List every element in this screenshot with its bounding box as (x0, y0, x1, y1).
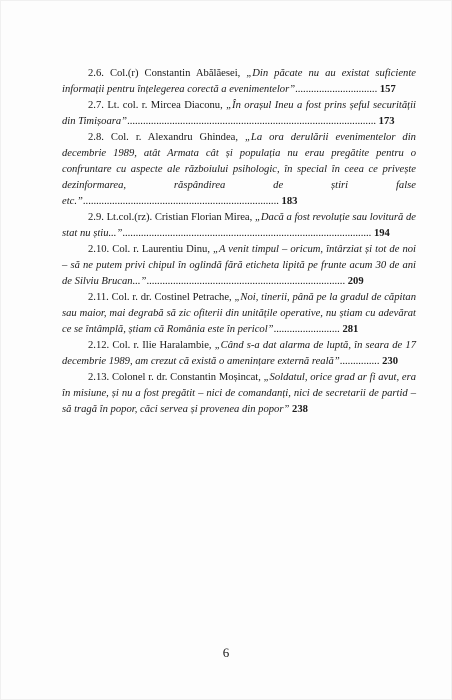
toc-entry[interactable] (62, 66, 416, 98)
toc-entry[interactable] (62, 242, 416, 290)
entry-author: Lt.col.(rz). Cristian Florian Mirea, (106, 212, 253, 223)
entry-number: 2.10. (88, 244, 110, 255)
entry-page: 238 (292, 404, 308, 415)
entry-title: „În orașul Ineu a fost prins șeful securității din Timișoara” (62, 100, 417, 127)
entry-number: 2.11. (88, 292, 109, 303)
entry-title: „Dacă a fost revoluție sau lovitură de stat nu știu...” (62, 212, 417, 239)
entry-number: 2.8. (88, 132, 104, 143)
toc-entry[interactable] (62, 210, 416, 242)
entry-title: „Soldatul, orice grad ar fi avut, era în misiune, și nu a fost pregătit – nici de comandanți, nici de secretarii de partid – să tragă în popor, căci servea și provenea din popor” (62, 372, 417, 415)
entry-title: „Noi, tinerii, până pe la gradul de căpitan sau maior, mai degrabă să zic ofiterii din unitățile operative, nu știam cu adevărat ce se întâmplă, știam că România este în pericol” (62, 292, 416, 335)
leader-dots: .......................................................................... (82, 196, 279, 207)
entry-page: 281 (342, 324, 359, 335)
entry-number: 2.12. (88, 340, 110, 351)
entry-page: 194 (373, 228, 390, 239)
entry-author: Colonel r. dr. Constantin Moșincat, (111, 372, 261, 383)
table-of-contents (62, 66, 416, 418)
entry-author: Col.(r) Constantin Abălăesei, (109, 68, 241, 79)
toc-entry[interactable] (62, 98, 416, 130)
leader-dots: ........................................................................... (146, 276, 346, 287)
entry-page: 230 (382, 356, 399, 367)
entry-author: Lt. col. r. Mircea Diaconu, (107, 100, 223, 111)
entry-page: 173 (378, 116, 395, 127)
toc-entry[interactable] (62, 338, 416, 370)
toc-entry[interactable] (62, 370, 416, 418)
leader-dots: ......................... (273, 324, 340, 335)
leader-dots: ............................... (295, 84, 378, 95)
entry-title: „Când s-a dat alarma de luptă, în seara de 17 decembrie 1989, am crezut că există o amenințare externă reală” (62, 340, 417, 367)
entry-author: Col. r. Alexandru Ghindea, (110, 132, 239, 143)
leader-dots: .............................................................................................. (122, 228, 372, 239)
entry-page: 183 (281, 196, 298, 207)
leader-dots: .............................................................................................. (127, 116, 377, 127)
entry-number: 2.7. (88, 100, 104, 111)
entry-page: 157 (379, 84, 396, 95)
entry-title: „Din păcate nu au existat suficiente informații pentru înțelegerea corectă a evenimentelor” (62, 68, 416, 95)
entry-author: Col. r. Ilie Haralambie, (112, 340, 212, 351)
entry-number: 2.9. (88, 212, 104, 223)
entry-author: Col. r. Laurentiu Dinu, (112, 244, 210, 255)
entry-title: „A venit timpul – oricum, întârziat și tot de noi – să ne putem privi chipul în oglindă fără eticheta lipită pe frunte acum 30 de ani de Silviu Brucan...” (62, 244, 417, 287)
page-number: 6 (222, 645, 230, 660)
entry-author: Col. r. dr. Costinel Petrache, (111, 292, 232, 303)
toc-entry[interactable] (62, 290, 416, 338)
entry-number: 2.6. (88, 68, 104, 79)
entry-number: 2.13. (88, 372, 110, 383)
leader-dots: ............... (339, 356, 380, 367)
entry-page: 209 (347, 276, 364, 287)
toc-entry[interactable] (62, 130, 416, 210)
entry-title: „La ora derulării evenimentelor din decembrie 1989, atât Armata cât și populația nu erau pregătite pentru o confruntare cu aspecte ale războiului psihologic, în special în ceea ce privește dezinformarea, răspândirea de știri false etc.” (62, 132, 416, 207)
